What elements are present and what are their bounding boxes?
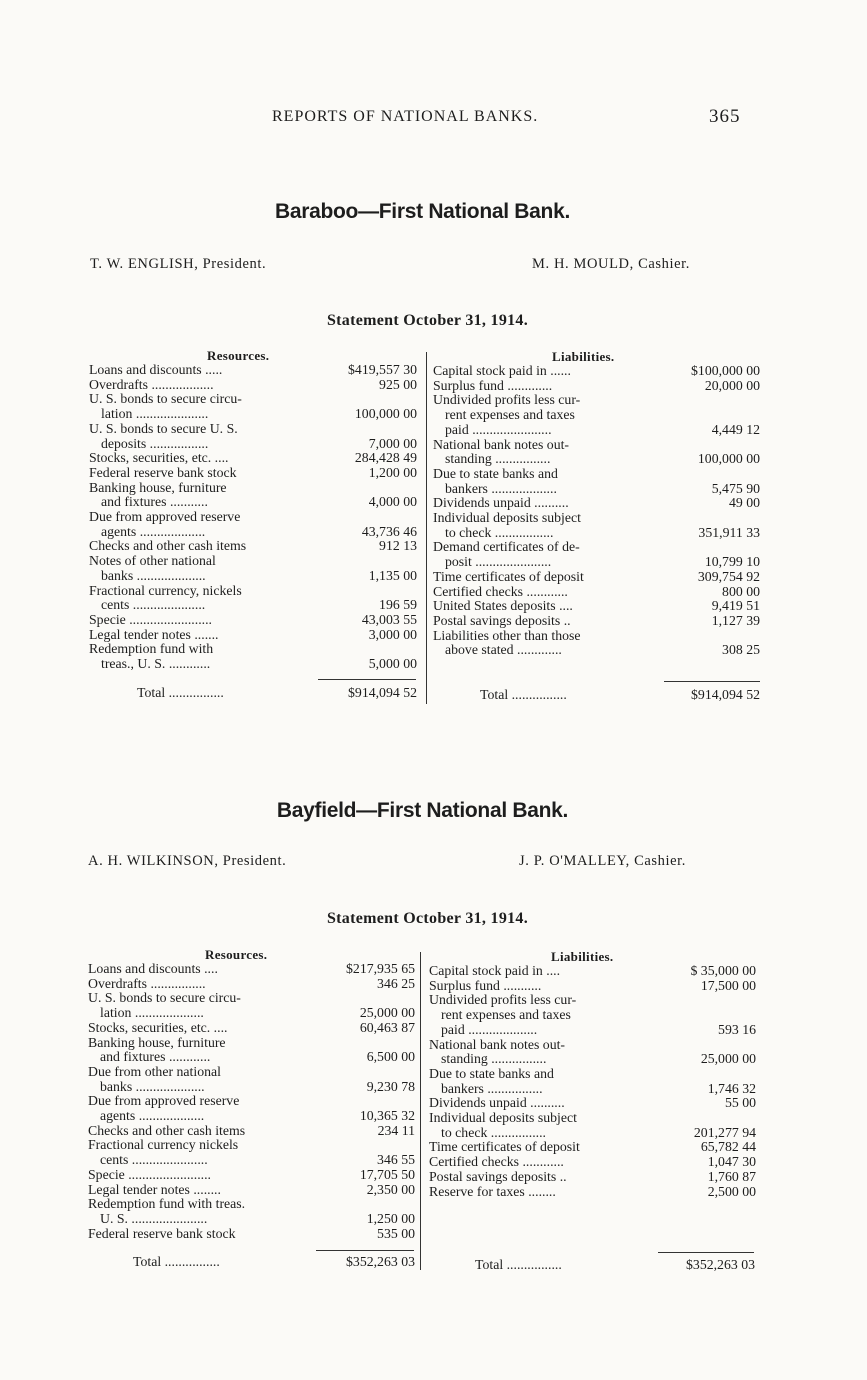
line-item-amount: 49 00 (728, 495, 760, 511)
liabilities-heading: Liabilities. (552, 349, 615, 364)
liability-row (429, 993, 756, 1037)
line-item-label (433, 614, 712, 629)
liabilities-ledger (433, 364, 760, 658)
liability-row (433, 379, 760, 394)
resource-row (88, 1124, 415, 1139)
line-item-label-line: Undivided profits less cur- (429, 993, 577, 1008)
line-item-amount: 60,463 87 (359, 1019, 415, 1035)
total-label: Total ................ (480, 687, 567, 702)
line-item-label (88, 1124, 378, 1139)
line-item-label-line: deposits ................. (101, 436, 209, 451)
line-item-label (88, 1021, 360, 1036)
line-item-amount: 25,000 00 (359, 1005, 415, 1021)
total-label: Total ................ (133, 1254, 220, 1269)
line-item-label-line: Notes of other national (89, 554, 216, 569)
president-name: T. W. ENGLISH, President. (90, 256, 267, 272)
line-item-label-line: banks .................... (101, 568, 206, 583)
liability-row (433, 511, 760, 540)
column-divider (420, 952, 421, 1270)
line-item-label-line: United States deposits .... (433, 599, 573, 614)
line-item-amount: 1,047 30 (707, 1154, 756, 1170)
line-item-amount: 100,000 00 (697, 451, 760, 467)
line-item-label-line: Demand certificates of de- (433, 540, 580, 555)
line-item-label-line: U. S. bonds to secure circu- (89, 392, 242, 407)
liability-row (433, 570, 760, 585)
line-item-amount: 25,000 00 (700, 1051, 756, 1067)
cashier-name: M. H. MOULD, Cashier. (532, 256, 690, 272)
liability-row (429, 1155, 756, 1170)
resource-row (88, 1227, 415, 1242)
line-item-label (89, 642, 369, 671)
line-item-label-line: Postal savings deposits .. (433, 613, 571, 628)
liability-row (433, 364, 760, 379)
line-item-amount: 1,746 32 (707, 1080, 756, 1096)
resources-total-row (137, 685, 417, 701)
line-item-amount: 800 00 (722, 583, 760, 599)
liability-row (429, 964, 756, 979)
line-item-label-line: treas., U. S. ............ (101, 657, 211, 672)
line-item-label (89, 363, 348, 378)
line-item-label-line: Due from other national (88, 1064, 221, 1079)
line-item-label (88, 977, 377, 992)
line-item-label (89, 392, 355, 421)
line-item-label-line: to check ................. (445, 525, 554, 540)
line-item-label (433, 585, 722, 600)
line-item-label-line: agents ................... (100, 1109, 205, 1124)
line-item-amount: 17,500 00 (700, 977, 756, 993)
line-item-amount: 10,365 32 (359, 1108, 415, 1124)
line-item-label (429, 1111, 694, 1140)
line-item-amount: 284,428 49 (354, 450, 417, 466)
line-item-label (433, 364, 691, 379)
line-item-label-line: Specie ........................ (88, 1167, 212, 1182)
line-item-label-line: Redemption fund with treas. (88, 1197, 246, 1212)
total-label: Total ................ (137, 685, 224, 700)
line-item-label-line: Federal reserve bank stock (88, 1226, 236, 1241)
line-item-label (89, 466, 369, 481)
line-item-label-line: Checks and other cash items (88, 1123, 246, 1138)
line-item-amount: 925 00 (379, 376, 417, 392)
line-item-label-line: Reserve for taxes ........ (429, 1184, 556, 1199)
line-item-label-line: paid .................... (441, 1022, 538, 1037)
line-item-label (88, 1065, 367, 1094)
line-item-amount: 6,500 00 (366, 1049, 415, 1065)
line-item-label (88, 1036, 367, 1065)
line-item-label-line: standing ................ (441, 1052, 547, 1067)
line-item-label-line: Individual deposits subject (429, 1111, 577, 1126)
line-item-amount: 5,475 90 (711, 480, 760, 496)
liabilities-total-amount: $352,263 03 (686, 1257, 755, 1272)
line-item-label (89, 554, 369, 583)
line-item-label-line: Fractional currency nickels (88, 1138, 239, 1153)
liability-row (433, 614, 760, 629)
resources-total-amount: $914,094 52 (348, 685, 417, 700)
line-item-label-line: Legal tender notes ....... (89, 627, 219, 642)
line-item-label-line: Time certificates of deposit (429, 1140, 580, 1155)
liability-row (429, 1111, 756, 1140)
line-item-label-line: Legal tender notes ........ (88, 1182, 221, 1197)
resource-row (88, 1138, 415, 1167)
line-item-label (89, 481, 369, 510)
line-item-label-line: agents ................... (101, 524, 206, 539)
line-item-label-line: Federal reserve bank stock (89, 465, 237, 480)
line-item-amount: 309,754 92 (697, 568, 760, 584)
line-item-label-line: Due to state banks and (433, 466, 558, 481)
line-item-label (433, 379, 705, 394)
line-item-label-line: U. S. bonds to secure U. S. (89, 421, 238, 436)
resource-row (88, 962, 415, 977)
line-item-label-line: Banking house, furniture (89, 480, 227, 495)
line-item-amount: 10,799 10 (704, 554, 760, 570)
total-rule (316, 1250, 414, 1251)
line-item-amount: $217,935 65 (346, 961, 415, 976)
line-item-label-line: cents ...................... (100, 1153, 208, 1168)
line-item-label-line: above stated ............. (445, 643, 562, 658)
line-item-label-line: rent expenses and taxes (441, 1008, 571, 1023)
liability-row (433, 438, 760, 467)
total-rule (658, 1252, 754, 1253)
line-item-label-line: U. S. ...................... (100, 1211, 208, 1226)
line-item-label (429, 1170, 708, 1185)
line-item-label (429, 1067, 708, 1096)
line-item-label-line: Capital stock paid in .... (429, 964, 561, 978)
liability-row (433, 540, 760, 569)
line-item-label-line: Checks and other cash items (89, 539, 247, 554)
liability-row (433, 496, 760, 511)
line-item-amount: 43,003 55 (361, 611, 417, 627)
line-item-amount: 7,000 00 (368, 435, 417, 451)
line-item-amount: 3,000 00 (368, 626, 417, 642)
line-item-amount: 43,736 46 (361, 523, 417, 539)
line-item-label (429, 979, 701, 994)
liability-row (429, 1038, 756, 1067)
line-item-amount: $100,000 00 (691, 363, 760, 378)
resource-row (89, 451, 417, 466)
line-item-label-line: Dividends unpaid .......... (433, 496, 569, 511)
liabilities-total-row (475, 1257, 755, 1273)
resource-row (88, 1065, 415, 1094)
bank-title: Bayfield—First National Bank. (276, 799, 569, 822)
line-item-label-line: Surplus fund ............. (433, 378, 553, 393)
line-item-label (433, 511, 698, 540)
line-item-label (429, 1185, 708, 1200)
line-item-label (433, 393, 712, 437)
line-item-label-line: Due from approved reserve (88, 1094, 240, 1109)
statement-date: Statement October 31, 1914. (326, 312, 529, 329)
line-item-label (433, 496, 729, 511)
line-item-amount: 9,419 51 (711, 598, 760, 614)
line-item-label (88, 1168, 360, 1183)
line-item-label-line: Stocks, securities, etc. .... (89, 451, 229, 466)
resource-row (88, 1197, 415, 1226)
line-item-label (88, 962, 346, 977)
liability-row (433, 467, 760, 496)
line-item-label (88, 1183, 367, 1198)
line-item-label (89, 584, 379, 613)
resource-row (88, 1183, 415, 1198)
liabilities-heading: Liabilities. (551, 949, 614, 964)
resource-row (88, 991, 415, 1020)
resource-row (89, 554, 417, 583)
line-item-label-line: posit ...................... (445, 555, 552, 570)
line-item-label-line: bankers ................ (441, 1081, 543, 1096)
resource-row (88, 1021, 415, 1036)
line-item-label (88, 1138, 377, 1167)
line-item-label (89, 539, 379, 554)
line-item-label (89, 422, 369, 451)
resource-row (89, 584, 417, 613)
resource-row (89, 466, 417, 481)
bank-title: Baraboo—First National Bank. (275, 200, 570, 223)
line-item-label-line: rent expenses and taxes (445, 408, 575, 423)
line-item-label (88, 1094, 360, 1123)
line-item-label (429, 1140, 701, 1155)
line-item-label (89, 378, 379, 393)
line-item-amount: 4,449 12 (711, 421, 760, 437)
resource-row (89, 539, 417, 554)
line-item-amount: 593 16 (718, 1021, 756, 1037)
line-item-label-line: Certified checks ............ (433, 584, 568, 599)
line-item-label-line: Liabilities other than those (433, 628, 581, 643)
line-item-label-line: lation ..................... (101, 407, 209, 422)
total-label: Total ................ (475, 1257, 562, 1272)
line-item-label-line: and fixtures ............ (100, 1050, 211, 1065)
total-rule (664, 681, 760, 682)
line-item-label-line: Due to state banks and (429, 1066, 554, 1081)
page-number: 365 (709, 106, 741, 127)
resource-row (88, 977, 415, 992)
resources-heading: Resources. (207, 348, 270, 363)
line-item-label (429, 1155, 708, 1170)
line-item-label-line: Individual deposits subject (433, 511, 581, 526)
line-item-label-line: Specie ........................ (89, 612, 213, 627)
line-item-label-line: bankers ................... (445, 481, 557, 496)
line-item-label-line: Banking house, furniture (88, 1035, 226, 1050)
liability-row (429, 1185, 756, 1200)
line-item-amount: 2,350 00 (366, 1181, 415, 1197)
line-item-label-line: Capital stock paid in ...... (433, 364, 571, 378)
line-item-label (433, 570, 698, 585)
line-item-label (89, 628, 369, 643)
line-item-label-line: Due from approved reserve (89, 510, 241, 525)
line-item-label (88, 991, 360, 1020)
running-head-title: REPORTS OF NATIONAL BANKS. (272, 108, 539, 125)
line-item-amount: 346 55 (377, 1152, 415, 1168)
resource-row (89, 378, 417, 393)
liabilities-total-row (480, 687, 760, 703)
liability-row (429, 1096, 756, 1111)
line-item-amount: 912 13 (379, 538, 417, 554)
line-item-amount: 1,250 00 (366, 1210, 415, 1226)
resource-row (89, 510, 417, 539)
resource-row (89, 613, 417, 628)
line-item-label (429, 993, 718, 1037)
liabilities-ledger (429, 964, 756, 1199)
liability-row (429, 1170, 756, 1185)
line-item-label (88, 1227, 377, 1242)
resource-row (89, 628, 417, 643)
line-item-label-line: Loans and discounts .... (88, 962, 218, 976)
line-item-label-line: lation .................... (100, 1006, 204, 1021)
line-item-label (89, 451, 355, 466)
liability-row (429, 1140, 756, 1155)
line-item-amount: 9,230 78 (366, 1078, 415, 1094)
resources-heading: Resources. (205, 947, 268, 962)
line-item-label-line: Surplus fund ........... (429, 978, 542, 993)
line-item-amount: $419,557 30 (348, 362, 417, 377)
line-item-amount: 346 25 (377, 975, 415, 991)
line-item-amount: 17,705 50 (359, 1166, 415, 1182)
liability-row (433, 393, 760, 437)
line-item-label (433, 599, 712, 614)
line-item-amount: 20,000 00 (704, 377, 760, 393)
line-item-amount: 351,911 33 (698, 524, 760, 540)
column-divider (426, 352, 427, 704)
liability-row (433, 599, 760, 614)
line-item-label-line: Stocks, securities, etc. .... (88, 1020, 228, 1035)
line-item-label-line: Overdrafts ................ (88, 976, 206, 991)
line-item-amount: 100,000 00 (354, 406, 417, 422)
line-item-amount: 196 59 (379, 597, 417, 613)
line-item-label-line: National bank notes out- (433, 437, 570, 452)
line-item-label (89, 510, 362, 539)
line-item-label-line: Overdrafts .................. (89, 377, 214, 392)
line-item-label-line: Fractional currency, nickels (89, 583, 242, 598)
resources-total-amount: $352,263 03 (346, 1254, 415, 1269)
line-item-label (433, 438, 698, 467)
line-item-label-line: National bank notes out- (429, 1037, 566, 1052)
line-item-label-line: Certified checks ............ (429, 1155, 564, 1170)
line-item-label-line: Postal savings deposits .. (429, 1169, 567, 1184)
line-item-amount: 55 00 (724, 1095, 756, 1111)
liability-row (433, 629, 760, 658)
line-item-label (88, 1197, 367, 1226)
line-item-label (429, 1038, 701, 1067)
line-item-amount: 308 25 (722, 642, 760, 658)
line-item-amount: 65,782 44 (700, 1139, 756, 1155)
line-item-amount: 1,760 87 (707, 1168, 756, 1184)
line-item-amount: 234 11 (377, 1122, 415, 1138)
resource-row (89, 481, 417, 510)
cashier-name: J. P. O'MALLEY, Cashier. (519, 853, 686, 869)
line-item-label (433, 467, 712, 496)
line-item-amount: $ 35,000 00 (690, 963, 756, 978)
line-item-label (429, 964, 690, 979)
liability-row (429, 979, 756, 994)
line-item-label (429, 1096, 725, 1111)
liability-row (429, 1067, 756, 1096)
line-item-amount: 201,277 94 (693, 1124, 756, 1140)
line-item-amount: 5,000 00 (368, 656, 417, 672)
resource-row (89, 422, 417, 451)
line-item-amount: 1,200 00 (368, 464, 417, 480)
line-item-label-line: paid ....................... (445, 422, 552, 437)
line-item-amount: 535 00 (377, 1225, 415, 1241)
line-item-label-line: cents ..................... (101, 598, 206, 613)
resource-row (89, 392, 417, 421)
line-item-label-line: standing ................ (445, 452, 551, 467)
total-rule (318, 679, 416, 680)
resources-ledger (89, 363, 417, 672)
liabilities-total-amount: $914,094 52 (691, 687, 760, 702)
line-item-label-line: Redemption fund with (89, 642, 214, 657)
line-item-amount: 1,127 39 (711, 612, 760, 628)
line-item-label (433, 540, 705, 569)
resource-row (88, 1168, 415, 1183)
line-item-label-line: Dividends unpaid .......... (429, 1096, 565, 1111)
president-name: A. H. WILKINSON, President. (88, 853, 287, 869)
line-item-label-line: U. S. bonds to secure circu- (88, 991, 241, 1006)
line-item-label (89, 613, 362, 628)
statement-date: Statement October 31, 1914. (326, 910, 529, 927)
line-item-label-line: to check ................ (441, 1125, 546, 1140)
line-item-label-line: Time certificates of deposit (433, 569, 584, 584)
resources-total-row (133, 1254, 415, 1270)
resource-row (89, 363, 417, 378)
line-item-label-line: Loans and discounts ..... (89, 363, 223, 377)
line-item-amount: 1,135 00 (368, 567, 417, 583)
line-item-amount: 4,000 00 (368, 494, 417, 510)
resource-row (89, 642, 417, 671)
line-item-label-line: banks .................... (100, 1079, 205, 1094)
liability-row (433, 585, 760, 600)
line-item-label-line: Undivided profits less cur- (433, 393, 581, 408)
resource-row (88, 1094, 415, 1123)
line-item-label-line: and fixtures ........... (101, 495, 208, 510)
resources-ledger (88, 962, 415, 1241)
line-item-label (433, 629, 722, 658)
line-item-amount: 2,500 00 (707, 1183, 756, 1199)
resource-row (88, 1036, 415, 1065)
